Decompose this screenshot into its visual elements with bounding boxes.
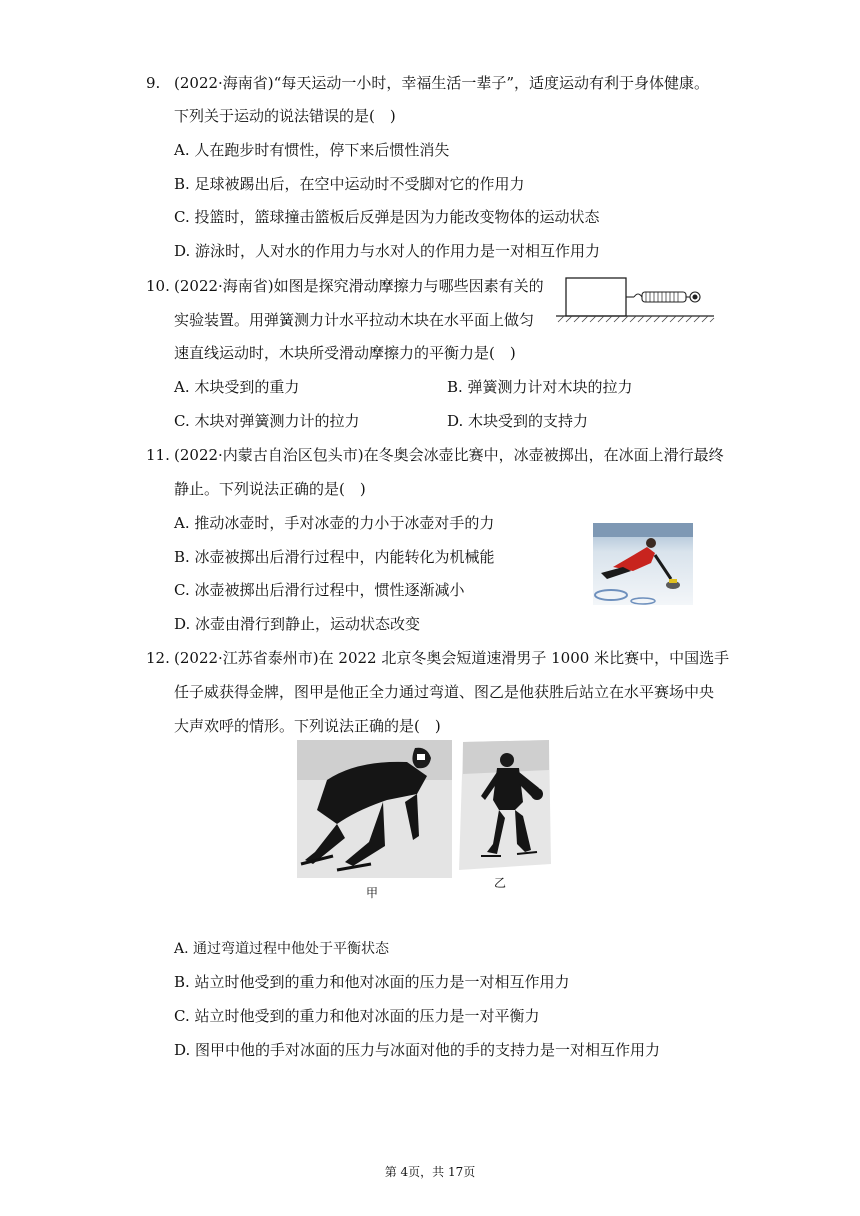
- question-11-stem-line-1: (2022·内蒙古自治区包头市)在冬奥会冰壶比赛中，冰壶被掷出，在冰面上滑行最终: [174, 446, 724, 464]
- question-10-option-a: A. 木块受到的重力: [174, 378, 300, 396]
- question-11-option-a: A. 推动冰壶时，手对冰壶的力小于冰壶对手的力: [174, 514, 495, 532]
- question-11-number: 11.: [146, 446, 170, 464]
- question-9-option-d: D. 游泳时，人对水的作用力与水对人的作用力是一对相互作用力: [174, 242, 601, 260]
- question-9-number: 9.: [146, 74, 161, 92]
- friction-experiment-figure: [552, 274, 718, 330]
- question-11-option-b: B. 冰壶被掷出后滑行过程中，内能转化为机械能: [174, 548, 495, 566]
- curling-photo: [593, 523, 693, 605]
- question-10-stem-line-3: 速直线运动时，木块所受滑动摩擦力的平衡力是( ): [174, 344, 516, 362]
- question-10-option-b: B. 弹簧测力计对木块的拉力: [447, 378, 633, 396]
- skater-photo-yi: [459, 740, 551, 870]
- question-11-option-c: C. 冰壶被掷出后滑行过程中，惯性逐渐减小: [174, 581, 465, 599]
- question-12-stem-line-2: 任子威获得金牌，图甲是他正全力通过弯道、图乙是他获胜后站立在水平赛场中央: [174, 683, 715, 701]
- question-9-option-b: B. 足球被踢出后，在空中运动时不受脚对它的作用力: [174, 175, 525, 193]
- ground-hatching: [558, 316, 714, 322]
- question-10-option-d: D. 木块受到的支持力: [447, 412, 589, 430]
- wooden-block: [566, 278, 626, 316]
- question-12-number: 12.: [146, 649, 170, 667]
- page-footer: 第 4页，共 17页: [384, 1165, 476, 1179]
- question-12-stem-line-3: 大声欢呼的情形。下列说法正确的是( ): [174, 717, 441, 735]
- question-11-stem-line-2: 静止。下列说法正确的是( ): [174, 480, 366, 498]
- question-9-stem-line-2: 下列关于运动的说法错误的是( ): [174, 107, 396, 125]
- question-9-stem-line-1: (2022·海南省)“每天运动一小时，幸福生活一辈子”，适度运动有利于身体健康。: [174, 74, 709, 92]
- question-9-option-a: A. 人在跑步时有惯性，停下来后惯性消失: [174, 141, 450, 159]
- question-12-option-c: C. 站立时他受到的重力和他对冰面的压力是一对平衡力: [174, 1007, 540, 1025]
- spring-scale: [626, 292, 700, 302]
- question-10-stem-line-2: 实验装置。用弹簧测力计水平拉动木块在水平面上做匀: [174, 311, 535, 329]
- question-10-option-c: C. 木块对弹簧测力计的拉力: [174, 412, 360, 430]
- question-10-number: 10.: [146, 277, 170, 295]
- question-12-option-a: A. 通过弯道过程中他处于平衡状态: [174, 941, 390, 957]
- figure-caption-jia: 甲: [366, 886, 379, 900]
- question-12-option-b: B. 站立时他受到的重力和他对冰面的压力是一对相互作用力: [174, 973, 570, 991]
- question-10-stem-line-1: (2022·海南省)如图是探究滑动摩擦力与哪些因素有关的: [174, 277, 544, 295]
- figure-caption-yi: 乙: [494, 876, 507, 890]
- question-11-option-d: D. 冰壶由滑行到静止，运动状态改变: [174, 615, 421, 633]
- question-12-stem-line-1: (2022·江苏省泰州市)在 2022 北京冬奥会短道速滑男子 1000 米比赛中，中国选手: [174, 649, 730, 667]
- skater-photo-jia: [297, 740, 452, 878]
- question-12-option-d: D. 图甲中他的手对冰面的压力与冰面对他的手的支持力是一对相互作用力: [174, 1041, 661, 1059]
- question-9-option-c: C. 投篮时，篮球撞击篮板后反弹是因为力能改变物体的运动状态: [174, 208, 600, 226]
